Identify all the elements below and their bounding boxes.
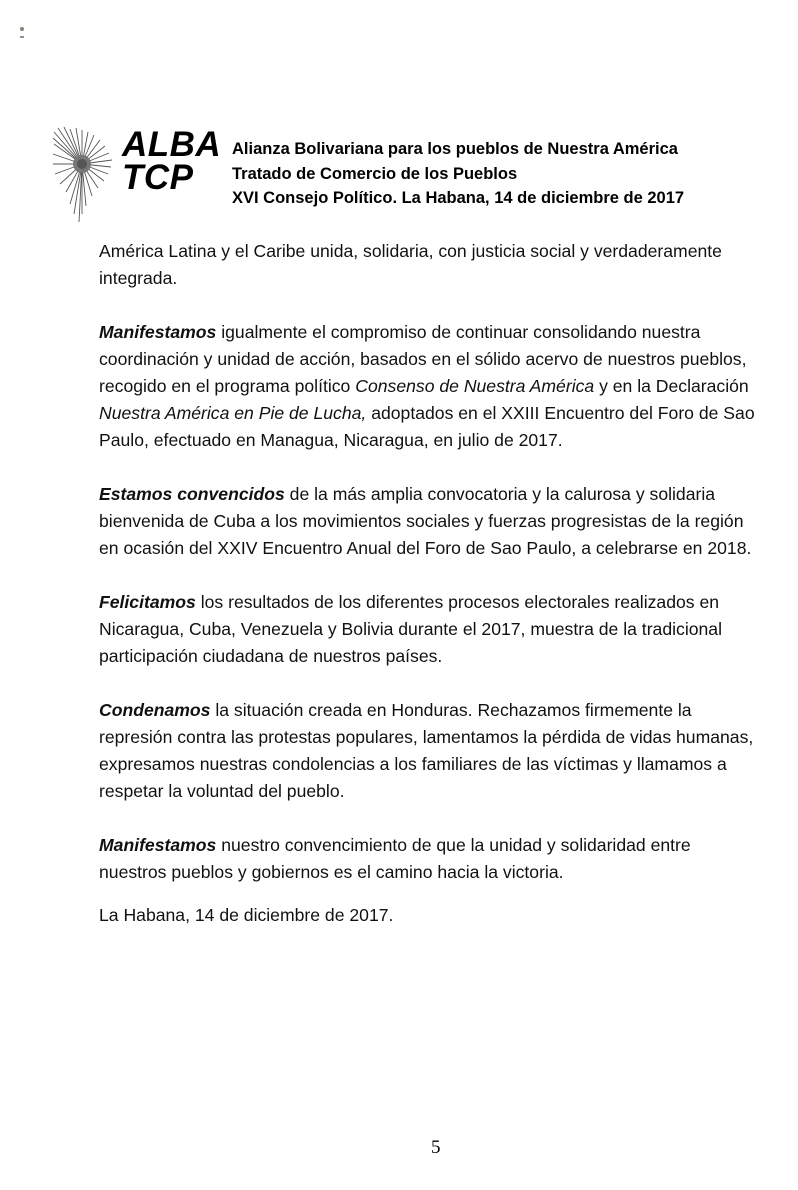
header-line-treaty: Tratado de Comercio de los Pueblos — [232, 164, 518, 183]
program-title: Consenso de Nuestra América — [355, 376, 595, 396]
paragraph-text: adoptados en el XXIII Encuentro del Foro de Sao Paulo, efectuado en Managua, Nicaragua, en julio de 2017. — [99, 403, 755, 450]
paragraph-estamos-convencidos — [99, 481, 759, 562]
paragraph-text: igualmente el compromiso de continuar consolidando nuestra coordinación y unidad de acción, basados en el sólido acervo de nuestros pueblos, recogido en el programa político — [99, 322, 747, 396]
scan-artifact-mark — [20, 27, 24, 39]
paragraph-text: nuestro convencimiento de que la unidad y solidaridad entre nuestros pueblos y gobiernos es el camino hacia la victoria. — [99, 835, 691, 882]
artifact-dash — [20, 36, 24, 38]
paragraph-lead: Felicitamos — [99, 592, 196, 612]
declaration-title: Nuestra América en Pie de Lucha, — [99, 403, 367, 423]
alba-sunburst-logo-icon — [52, 126, 114, 224]
paragraph-text: de la más amplia convocatoria y la calurosa y solidaria bienvenida de Cuba a los movimientos sociales y fuerzas progresistas de la región en ocasión del XXIV Encuentro Anual del Foro de Sao Paulo, a celebrarse en 2018. — [99, 484, 752, 558]
paragraph-manifestamos-compromiso — [99, 319, 759, 454]
paragraph-lead: Estamos convencidos — [99, 484, 285, 504]
paragraph-lead: Manifestamos — [99, 322, 217, 342]
paragraph-text: América Latina y el Caribe unida, solidaria, con justicia social y verdaderamente integrada. — [99, 241, 722, 288]
header-line-council: XVI Consejo Político. La Habana, 14 de diciembre de 2017 — [232, 189, 685, 207]
logo-line-alba: ALBA — [122, 125, 222, 164]
paragraph-lead: Condenamos — [99, 700, 211, 720]
paragraph-text: los resultados de los diferentes procesos electorales realizados en Nicaragua, Cuba, Venezuela y Bolivia durante el 2017, muestra de la tradicional participación ciudadana de nuestros países. — [99, 592, 723, 666]
paragraph-text: la situación creada en Honduras. Rechazamos firmemente la represión contra las protestas populares, lamentamos la pérdida de vidas humanas, expresamos nuestras condolencias a los familiares de las víctimas y llamamos a respetar la voluntad del pueblo. — [99, 700, 754, 801]
closing-place-date: La Habana, 14 de diciembre de 2017. — [99, 905, 394, 925]
header-line-alliance: Alianza Bolivariana para los pueblos de Nuestra América — [232, 140, 678, 158]
page-number: 5 — [431, 1137, 441, 1158]
paragraph-intro — [99, 238, 759, 292]
paragraph-felicitamos — [99, 589, 759, 670]
artifact-dot — [20, 27, 24, 31]
header-title-block — [232, 137, 684, 211]
document-body — [99, 238, 759, 929]
paragraph-manifestamos-unidad — [99, 832, 759, 886]
paragraph-condenamos — [99, 697, 759, 805]
document-header — [52, 126, 772, 226]
alba-tcp-wordmark — [122, 125, 222, 197]
logo-line-tcp: TCP — [122, 158, 194, 197]
paragraph-lead: Manifestamos — [99, 835, 217, 855]
paragraph-text: y en la Declaración — [594, 376, 749, 396]
